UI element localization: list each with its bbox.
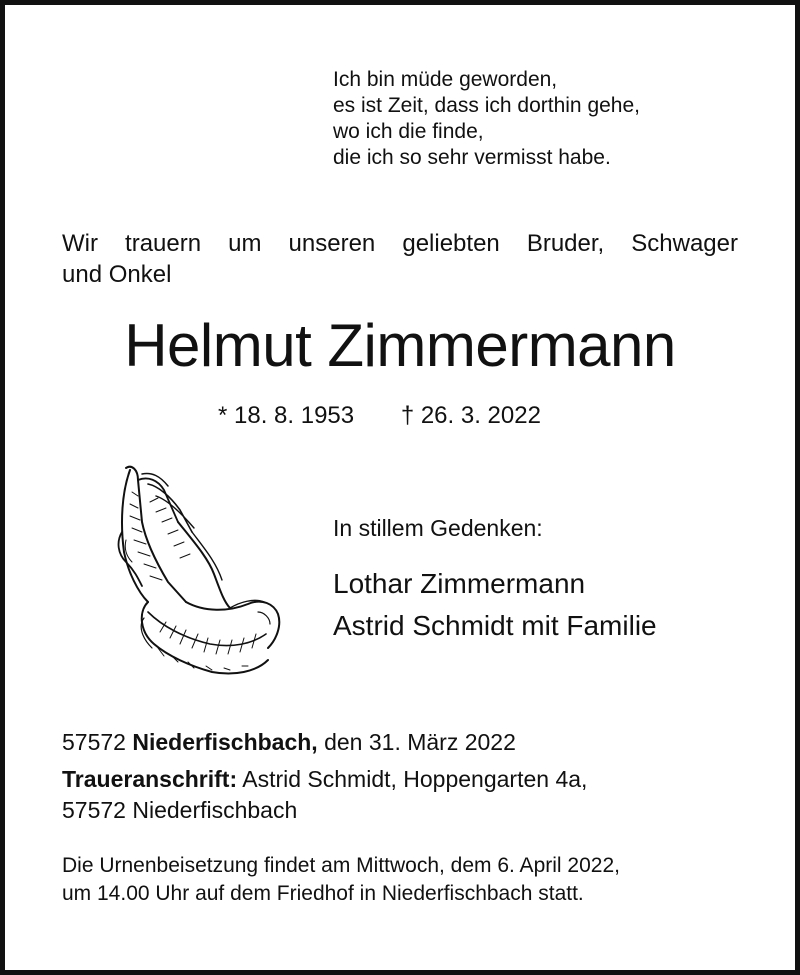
deceased-name: Helmut Zimmermann	[124, 312, 676, 379]
death-date: † 26. 3. 2022	[400, 402, 541, 429]
mourner-name: Lothar Zimmermann	[333, 568, 586, 599]
address-label: Traueranschrift:	[62, 766, 238, 792]
intro-line-1: Wir trauern um unseren geliebten Bruder, Schwager	[62, 230, 738, 257]
poem-line: die ich so sehr vermisst habe.	[333, 146, 611, 169]
place-town: Niederfischbach,	[132, 729, 318, 755]
poem-line: es ist Zeit, dass ich dorthin gehe,	[333, 94, 640, 117]
notice-date: den 31. März 2022	[324, 729, 516, 755]
mourner-name: Astrid Schmidt mit Familie	[333, 610, 657, 641]
praying-hands-icon	[108, 462, 286, 680]
memorial-heading: In stillem Gedenken:	[333, 515, 543, 541]
address-line-2: 57572 Niederfischbach	[62, 797, 298, 823]
poem	[333, 67, 640, 171]
mourning-address	[62, 764, 587, 826]
funeral-line-1: Die Urnenbeisetzung findet am Mittwoch, dem 6. April 2022,	[62, 854, 620, 877]
place-postcode: 57572	[62, 729, 126, 755]
funeral-info	[62, 852, 620, 908]
place-date-line	[62, 726, 516, 758]
intro-line-2: und Onkel	[62, 261, 172, 288]
mourning-intro	[62, 228, 738, 290]
birth-date: * 18. 8. 1953	[218, 402, 355, 429]
poem-line: wo ich die finde,	[333, 120, 484, 143]
life-dates	[218, 400, 541, 432]
mourners-list	[333, 563, 657, 647]
funeral-line-2: um 14.00 Uhr auf dem Friedhof in Niederfischbach statt.	[62, 882, 584, 905]
poem-line: Ich bin müde geworden,	[333, 68, 558, 91]
address-line-1: Astrid Schmidt, Hoppengarten 4a,	[242, 766, 588, 792]
